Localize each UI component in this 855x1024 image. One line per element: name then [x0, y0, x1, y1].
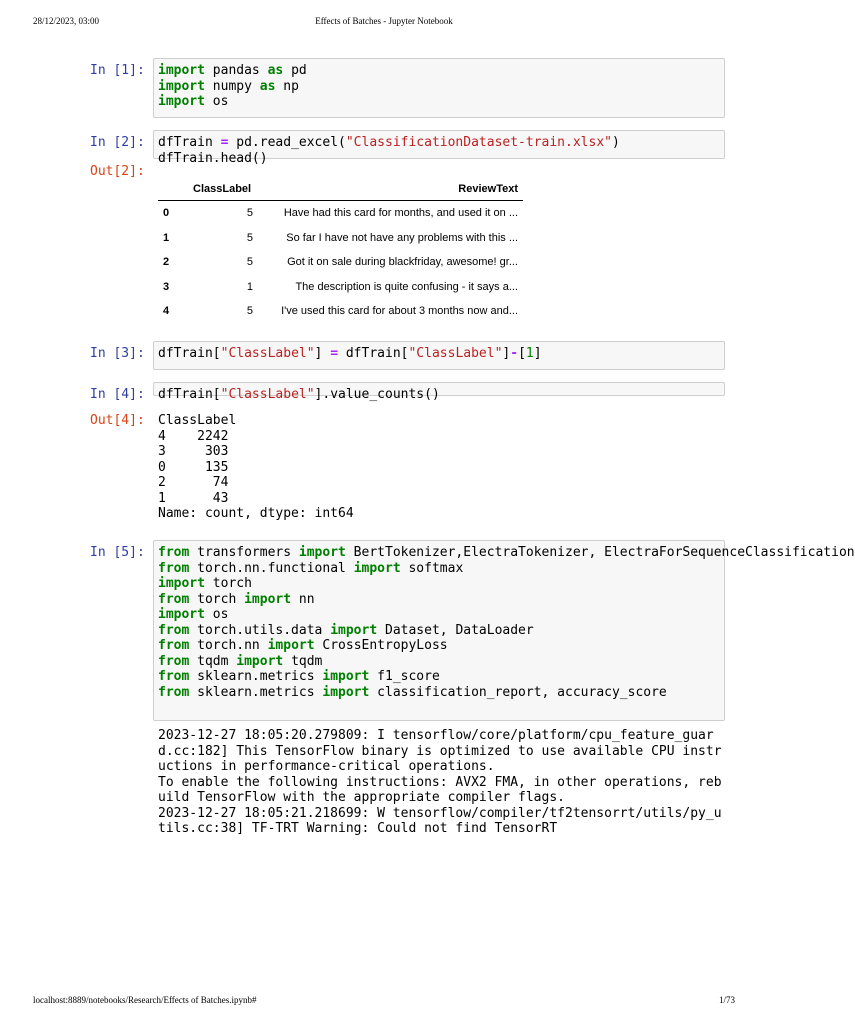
code-token: pd — [283, 63, 307, 78]
keyword-token: import — [158, 94, 205, 109]
code-token: [ — [518, 346, 526, 361]
code-token: ] — [502, 346, 511, 361]
code-line — [158, 576, 855, 592]
keyword-token: import — [236, 653, 284, 669]
code-token: classification_report, accuracy_score — [369, 684, 667, 700]
review-text-cell: The description is quite confusing - it says a... — [295, 280, 518, 293]
code-token: pandas — [204, 63, 268, 78]
class-label-cell: 5 — [246, 305, 253, 318]
code-token: dfTrain[ — [158, 346, 221, 361]
code-line — [158, 669, 855, 685]
print-datetime: 28/12/2023, 03:00 — [33, 16, 100, 26]
code-line — [158, 79, 307, 95]
code-token: torch — [204, 576, 252, 591]
code-line — [158, 94, 307, 110]
code-token: ].value_counts() — [314, 387, 440, 402]
code-editor[interactable] — [158, 63, 307, 110]
keyword-token: import — [322, 669, 370, 684]
code-token: np — [275, 78, 299, 94]
code-cell-1[interactable] — [153, 58, 725, 118]
table-header-row — [158, 178, 523, 201]
code-line — [158, 654, 855, 670]
value-counts-output: ClassLabel 4 2242 3 303 0 135 2 74 1 43 Name: count, dtype: int64 — [158, 413, 354, 521]
keyword-token: import — [158, 607, 205, 622]
code-token: BertTokenizer,ElectraTokenizer, ElectraForSequenceClassification — [345, 545, 855, 560]
code-line — [158, 545, 855, 561]
table-row — [158, 275, 523, 300]
table-row — [158, 201, 523, 226]
code-editor[interactable] — [158, 346, 542, 362]
keyword-token: from — [158, 545, 190, 560]
code-token: sklearn.metrics — [189, 684, 323, 700]
class-label-cell: 5 — [246, 207, 253, 220]
keyword-token: import — [158, 78, 205, 94]
code-token: os — [204, 94, 229, 109]
code-line — [158, 607, 855, 623]
code-token: torch — [189, 591, 245, 607]
keyword-token: as — [259, 78, 276, 94]
review-text-cell: Got it on sale during blackfriday, awesome! gr... — [287, 256, 518, 269]
code-token: os — [204, 607, 229, 622]
class-label-cell: 5 — [246, 256, 253, 269]
code-token: pd.read_excel( — [228, 135, 346, 150]
dataframe-output — [158, 178, 523, 324]
keyword-token: from — [158, 638, 190, 653]
row-index: 3 — [163, 280, 170, 293]
keyword-token: from — [158, 669, 190, 684]
code-line — [158, 638, 855, 654]
keyword-token: from — [158, 684, 190, 700]
code-token: dfTrain[ — [338, 346, 409, 361]
out-prompt-4: Out[4]: — [90, 413, 145, 428]
code-token: sklearn.metrics — [189, 669, 323, 684]
code-editor[interactable] — [158, 387, 440, 403]
table-row — [158, 226, 523, 251]
code-editor[interactable] — [158, 545, 855, 700]
code-token: ] — [533, 346, 542, 361]
code-token: ) — [611, 135, 620, 150]
keyword-token: import — [353, 560, 401, 576]
keyword-token: from — [158, 591, 190, 607]
operator-token: - — [510, 346, 519, 361]
code-line — [158, 135, 620, 151]
keyword-token: import — [158, 576, 205, 591]
keyword-token: as — [267, 63, 284, 78]
stderr-output: 2023-12-27 18:05:20.279809: I tensorflow/core/platform/cpu_feature_guard.cc:182] This TensorFlow binary is optimized to use available CPU instructions in performance-critical operations. To enable the following instructions: AVX2 FMA, in other operations, rebuild TensorFlow with the appropriate compiler flags. 2023-12-27 18:05:21.218699: W tensorflow/compiler/tf2tensorrt/utils/py_utils.cc:38] TF-TRT Warning: Could not find TensorRT — [158, 728, 722, 836]
string-token: "ClassLabel" — [408, 346, 503, 361]
code-line — [158, 151, 620, 167]
code-line — [158, 63, 307, 79]
code-token: CrossEntropyLoss — [314, 638, 448, 653]
code-token: torch.nn.functional — [189, 560, 354, 576]
keyword-token: import — [158, 63, 205, 78]
number-token: 1 — [525, 346, 534, 361]
code-cell-5[interactable] — [153, 540, 855, 721]
row-index: 4 — [163, 305, 170, 318]
in-prompt-1: In [1]: — [90, 63, 145, 78]
row-index: 0 — [163, 207, 170, 220]
keyword-token: import — [244, 591, 292, 607]
keyword-token: from — [158, 560, 190, 576]
code-token: torch.nn — [189, 638, 268, 653]
code-token: numpy — [204, 78, 260, 94]
column-header-classlabel: ClassLabel — [188, 178, 258, 201]
code-token: Dataset, DataLoader — [377, 622, 534, 638]
code-token: dfTrain[ — [158, 387, 221, 402]
code-editor[interactable] — [158, 135, 620, 166]
review-text-cell: Have had this card for months, and used it on ... — [283, 207, 518, 220]
code-token: dfTrain.head() — [158, 150, 268, 166]
code-token: dfTrain — [158, 135, 221, 150]
print-title: Effects of Batches - Jupyter Notebook — [315, 16, 453, 26]
code-token: tqdm — [189, 653, 237, 669]
in-prompt-5: In [5]: — [90, 545, 145, 560]
code-line — [158, 387, 440, 403]
code-token: tqdm — [283, 653, 323, 669]
in-prompt-4: In [4]: — [90, 387, 145, 402]
table-row — [158, 250, 523, 275]
string-token: "ClassificationDataset-train.xlsx" — [345, 135, 612, 150]
in-prompt-3: In [3]: — [90, 346, 145, 361]
keyword-token: from — [158, 653, 190, 669]
code-line — [158, 592, 855, 608]
operator-token: = — [220, 135, 229, 150]
code-line — [158, 346, 542, 362]
class-label-cell: 1 — [246, 280, 253, 293]
code-cell-3[interactable] — [153, 341, 725, 370]
operator-token: = — [330, 346, 339, 361]
code-line — [158, 561, 855, 577]
print-footer — [0, 995, 768, 1009]
string-token: "ClassLabel" — [220, 387, 315, 402]
keyword-token: import — [330, 622, 378, 638]
code-token: ] — [314, 346, 331, 361]
code-cell-4[interactable] — [153, 382, 725, 402]
review-text-cell: So far I have not have any problems with this ... — [286, 231, 518, 244]
code-token: nn — [291, 591, 315, 607]
code-cell-2[interactable] — [153, 130, 725, 166]
out-prompt-2: Out[2]: — [90, 164, 145, 179]
code-line — [158, 623, 855, 639]
code-token: f1_score — [369, 669, 440, 684]
code-token: transformers — [189, 545, 299, 560]
keyword-token: from — [158, 622, 190, 638]
keyword-token: import — [267, 638, 315, 653]
code-line — [158, 685, 855, 701]
review-text-cell: I've used this card for about 3 months now and... — [281, 305, 518, 318]
keyword-token: import — [322, 684, 370, 700]
index-header — [158, 178, 188, 201]
string-token: "ClassLabel" — [220, 346, 315, 361]
class-label-cell: 5 — [246, 231, 253, 244]
row-index: 1 — [163, 231, 170, 244]
code-token: torch.utils.data — [189, 622, 331, 638]
print-header — [0, 16, 768, 30]
table-row — [158, 299, 523, 324]
column-header-reviewtext: ReviewText — [258, 178, 523, 201]
keyword-token: import — [298, 545, 346, 560]
code-token: softmax — [400, 560, 464, 576]
print-url: localhost:8889/notebooks/Research/Effects of Batches.ipynb# — [33, 995, 257, 1005]
in-prompt-2: In [2]: — [90, 135, 145, 150]
row-index: 2 — [163, 256, 170, 269]
print-page-number: 1/73 — [718, 995, 735, 1005]
